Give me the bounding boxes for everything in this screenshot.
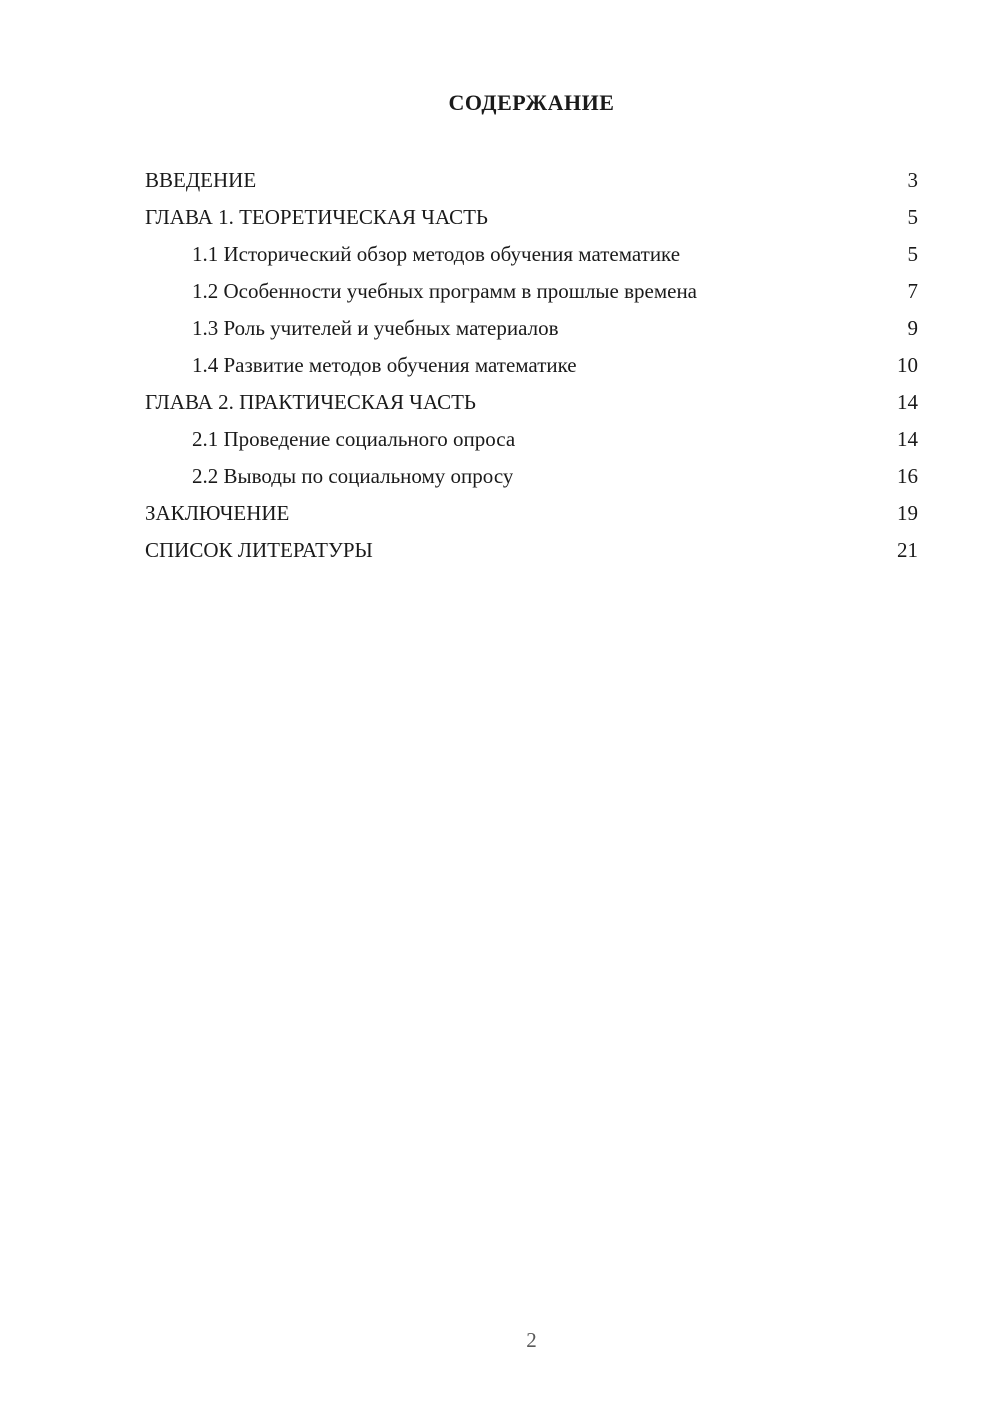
toc-entry-label: ВВЕДЕНИЕ	[145, 168, 257, 192]
toc-entry-page: 9	[907, 316, 918, 340]
toc-entry-label: ЗАКЛЮЧЕНИЕ	[145, 501, 290, 525]
toc-entry-page: 19	[897, 501, 918, 525]
toc-entry-label: ГЛАВА 2. ПРАКТИЧЕСКАЯ ЧАСТЬ	[145, 390, 476, 414]
toc-entry-label: СПИСОК ЛИТЕРАТУРЫ	[145, 538, 373, 562]
toc-entry-label: 1.1 Исторический обзор методов обучения математике	[192, 242, 681, 266]
toc-entry-label: 1.2 Особенности учебных программ в прошлые времена	[192, 279, 698, 303]
toc-entry-page: 10	[897, 353, 918, 377]
toc-row	[145, 162, 918, 199]
toc-entry-label: ГЛАВА 1. ТЕОРЕТИЧЕСКАЯ ЧАСТЬ	[145, 205, 488, 229]
footer-page-number: 2	[526, 1328, 537, 1352]
toc-row	[145, 495, 918, 532]
toc-entry-page: 5	[907, 242, 918, 266]
toc-entry-label: 2.1 Проведение социального опроса	[192, 427, 516, 451]
toc-row	[145, 458, 918, 495]
toc-entry-page: 14	[897, 427, 918, 451]
toc-entry-page: 3	[907, 168, 918, 192]
toc-entry-page: 5	[907, 205, 918, 229]
toc-row	[145, 532, 918, 569]
toc-entry-page: 7	[907, 279, 918, 303]
toc-entry-page: 14	[897, 390, 918, 414]
table-of-contents	[145, 162, 918, 569]
toc-entry-page: 21	[897, 538, 918, 562]
toc-row	[145, 236, 918, 273]
toc-entry-page: 16	[897, 464, 918, 488]
toc-row	[145, 347, 918, 384]
toc-row	[145, 273, 918, 310]
toc-row	[145, 199, 918, 236]
toc-entry-label: 1.4 Развитие методов обучения математике	[192, 353, 577, 377]
page-title: СОДЕРЖАНИЕ	[448, 90, 615, 115]
toc-row	[145, 384, 918, 421]
toc-row	[145, 421, 918, 458]
toc-entry-label: 2.2 Выводы по социальному опросу	[192, 464, 514, 488]
toc-row	[145, 310, 918, 347]
toc-entry-label: 1.3 Роль учителей и учебных материалов	[192, 316, 559, 340]
